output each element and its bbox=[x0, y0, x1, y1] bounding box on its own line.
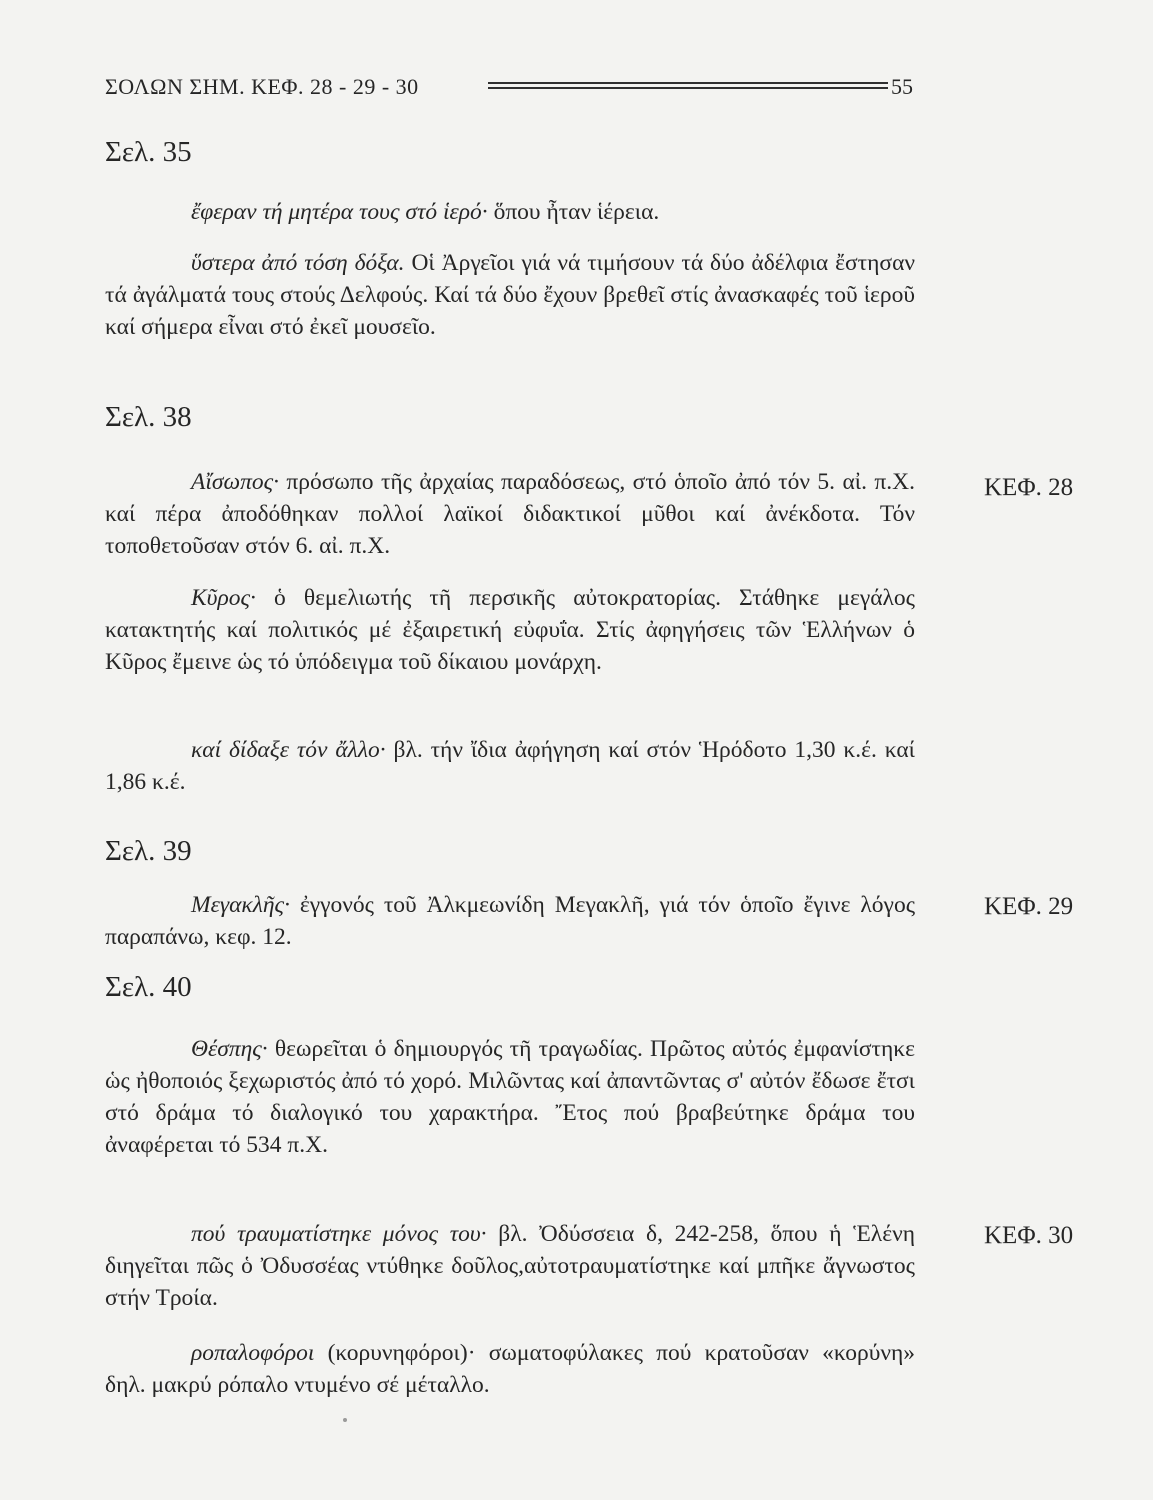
note-entry bbox=[105, 1033, 915, 1161]
lemma: ἔφεραν τή μητέρα τους στό ἱερό· bbox=[191, 199, 488, 225]
lemma: Θέσπης· bbox=[191, 1036, 268, 1062]
section-title: Σελ. 35 bbox=[105, 136, 192, 168]
note-entry bbox=[105, 466, 915, 562]
note-entry bbox=[105, 889, 915, 953]
lemma: ὕστερα ἀπό τόση δόξα. bbox=[191, 250, 405, 276]
note-text: ἐγγονός τοῦ Ἀλκμεωνίδη Μεγακλῆ, γιά τόν ὁποῖο ἔγινε λόγος παραπάνω, κεφ. 12. bbox=[105, 892, 915, 950]
note-entry bbox=[105, 1218, 915, 1314]
note-text: πρόσωπο τῆς ἀρχαίας παραδόσεως, στό ὁποῖο ἀπό τόν 5. αἰ. π.Χ. καί πέρα ἀποδόθηκαν πολλοί λαϊκοί διδακτικοί μῦθοι καί ἀνέκδοτα. Τόν τοποθετοῦσαν στόν 6. αἰ. π.Χ. bbox=[105, 469, 915, 559]
note-text: θεωρεῖται ὁ δημιουργός τῆ τραγωδίας. Πρῶτος αὐτός ἐμφανίστηκε ὡς ἠθοποιός ξεχωριστός ἀπό τό χορό. Μιλῶντας καί ἀπαντῶντας σ' αὐτόν ἔδωσε ἔτσι στό δράμα τό διαλογικό του χαρακτήρα. Ἔτος πού βραβεύτηκε δράμα του ἀναφέρεται τό 534 π.Χ. bbox=[105, 1036, 915, 1158]
margin-chapter-note: ΚΕΦ. 30 bbox=[984, 1222, 1074, 1249]
running-header bbox=[105, 70, 920, 104]
header-rule bbox=[488, 82, 888, 84]
lemma: πού τραυματίστηκε μόνος του· bbox=[191, 1221, 487, 1247]
section-title: Σελ. 38 bbox=[105, 401, 192, 433]
paper-speck bbox=[343, 1418, 347, 1422]
lemma: Κῦρος· bbox=[191, 585, 256, 611]
page-number: 55 bbox=[891, 74, 913, 99]
running-title: ΣΟΛΩΝ ΣΗΜ. ΚΕΦ. 28 - 29 - 30 bbox=[105, 74, 419, 99]
note-text: βλ. Ὀδύσσεια δ, 242-258, ὅπου ἡ Ἑλένη διηγεῖται πῶς ὁ Ὀδυσσέας ντύθηκε δοῦλος,αὐτοτραυματίστηκε καί μπῆκε ἄγνωστος στήν Τροία. bbox=[105, 1221, 915, 1311]
lemma: Αἴσωπος· bbox=[191, 469, 279, 495]
note-text: (κορυνηφόροι)· σωματοφύλακες πού κρατοῦσαν «κορύνη» δηλ. μακρύ ρόπαλο ντυμένο σέ μέταλλο. bbox=[105, 1340, 915, 1398]
note-text: ὁ θεμελιωτής τῆ περσικῆς αὐτοκρατορίας. Στάθηκε μεγάλος κατακτητής καί πολιτικός μέ ἐξαιρετική εὐφυΐα. Στίς ἀφηγήσεις τῶν Ἑλλήνων ὁ Κῦρος ἔμεινε ὡς τό ὑπόδειγμα τοῦ δίκαιου μονάρχη. bbox=[105, 585, 915, 675]
note-text: βλ. τήν ἴδια ἀφήγηση καί στόν Ἡρόδοτο 1,30 κ.έ. καί 1,86 κ.έ. bbox=[105, 737, 915, 795]
note-entry bbox=[105, 734, 915, 798]
note-text: ὅπου ἦταν ἱέρεια. bbox=[487, 199, 660, 225]
section-title: Σελ. 40 bbox=[105, 971, 192, 1003]
note-entry bbox=[105, 582, 915, 678]
note-text: Οἱ Ἀργεῖοι γιά νά τιμήσουν τά δύο ἀδέλφια ἔστησαν τά ἀγάλματά τους στούς Δελφούς. Καί τά δύο ἔχουν βρεθεῖ στίς ἀνασκαφές τοῦ ἱεροῦ καί σήμερα εἶναι στό ἐκεῖ μουσεῖο. bbox=[105, 250, 916, 340]
section-title: Σελ. 39 bbox=[105, 835, 192, 867]
lemma: Μεγακλῆς· bbox=[191, 892, 290, 918]
note-entry bbox=[105, 247, 915, 343]
margin-chapter-note: ΚΕΦ. 28 bbox=[984, 474, 1074, 501]
lemma: καί δίδαξε τόν ἄλλο· bbox=[191, 737, 386, 763]
lemma: ροπαλοφόροι bbox=[191, 1340, 315, 1366]
note-entry bbox=[105, 1337, 915, 1401]
header-rule bbox=[488, 87, 888, 89]
margin-chapter-note: ΚΕΦ. 29 bbox=[984, 893, 1074, 920]
note-entry bbox=[105, 196, 915, 228]
